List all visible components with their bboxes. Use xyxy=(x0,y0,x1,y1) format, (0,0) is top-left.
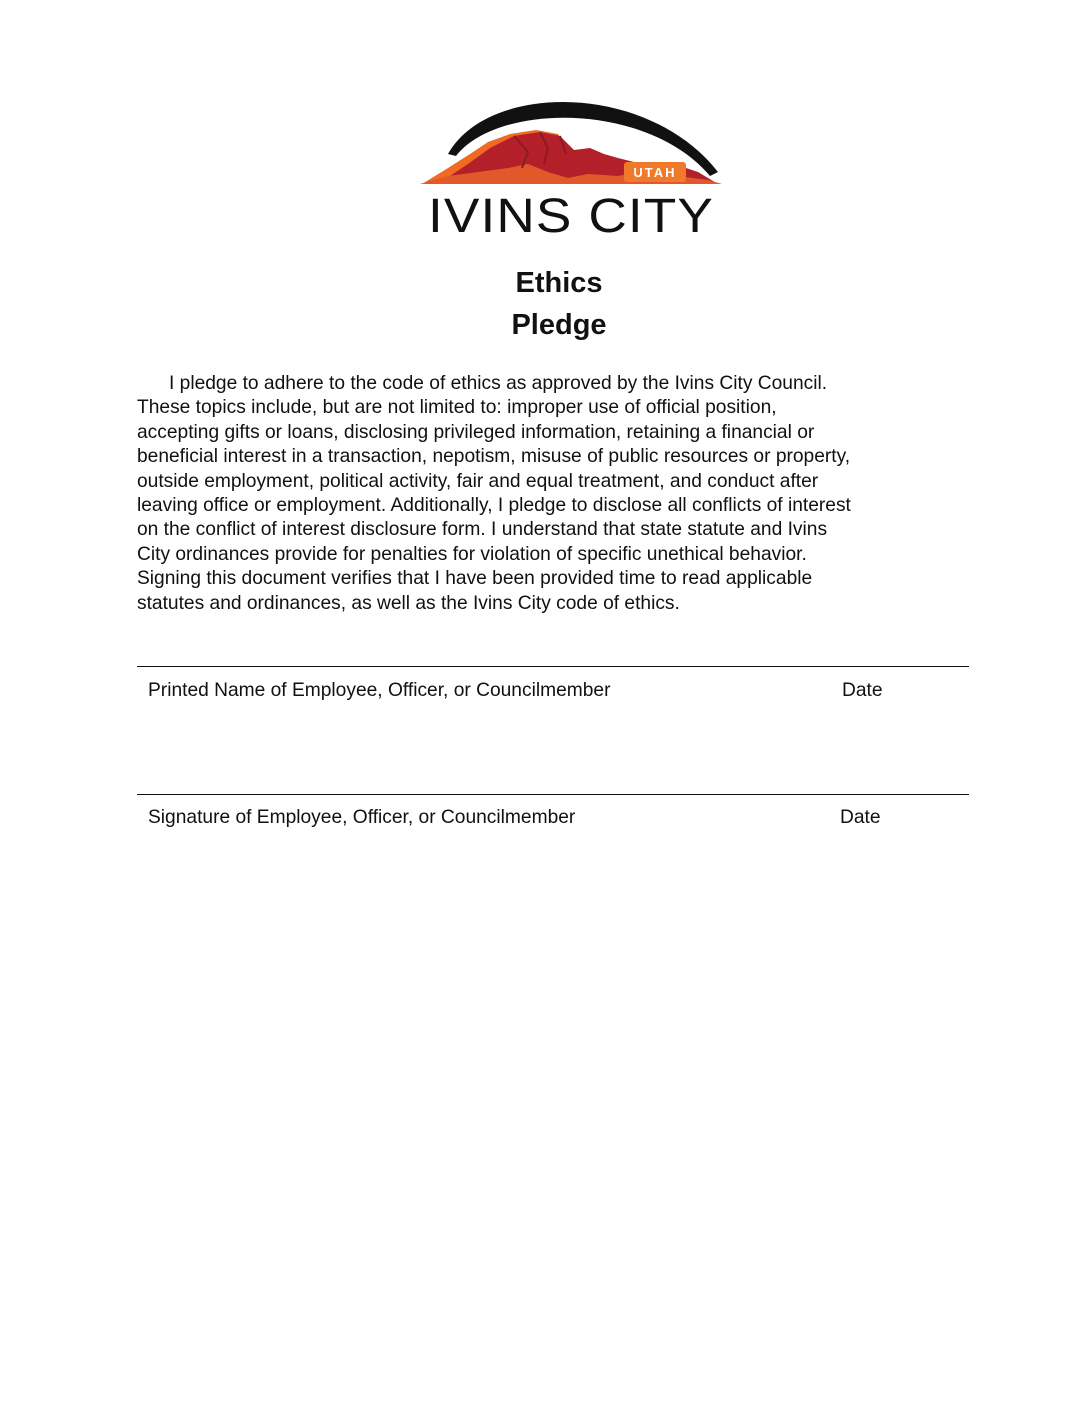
printed-name-label: Printed Name of Employee, Officer, or Councilmember xyxy=(148,680,611,701)
pledge-line: beneficial interest in a transaction, nepotism, misuse of public resources or property, xyxy=(137,446,851,468)
pledge-line: These topics include, but are not limited to: improper use of official position, xyxy=(137,397,777,419)
logo-graphic xyxy=(418,92,724,242)
ivins-city-logo xyxy=(418,92,724,242)
printed-name-line[interactable] xyxy=(137,666,969,667)
signature-label: Signature of Employee, Officer, or Councilmember xyxy=(148,807,576,828)
signature-line[interactable] xyxy=(137,794,969,795)
pledge-line: on the conflict of interest disclosure form. I understand that state statute and Ivins xyxy=(137,519,828,541)
title-line-pledge: Pledge xyxy=(511,309,607,341)
pledge-line: I pledge to adhere to the code of ethics as approved by the Ivins City Council. xyxy=(137,373,828,394)
logo-wordmark: IVINS CITY xyxy=(428,190,714,242)
pledge-line: outside employment, political activity, fair and equal treatment, and conduct after xyxy=(137,470,819,492)
page-title xyxy=(0,262,1088,346)
printed-date-label: Date xyxy=(842,680,883,701)
logo-badge-text: UTAH xyxy=(633,165,677,180)
title-line-ethics: Ethics xyxy=(515,267,603,299)
signature-date-label: Date xyxy=(840,807,881,828)
pledge-paragraph xyxy=(137,372,947,616)
pledge-line: statutes and ordinances, as well as the Ivins City code of ethics. xyxy=(137,592,680,614)
pledge-line: Signing this document verifies that I have been provided time to read applicable xyxy=(137,568,813,590)
pledge-line: City ordinances provide for penalties for violation of specific unethical behavior. xyxy=(137,543,807,565)
pledge-line: leaving office or employment. Additionally, I pledge to disclose all conflicts of interest xyxy=(137,495,851,517)
pledge-line: accepting gifts or loans, disclosing privileged information, retaining a financial or xyxy=(137,421,815,443)
